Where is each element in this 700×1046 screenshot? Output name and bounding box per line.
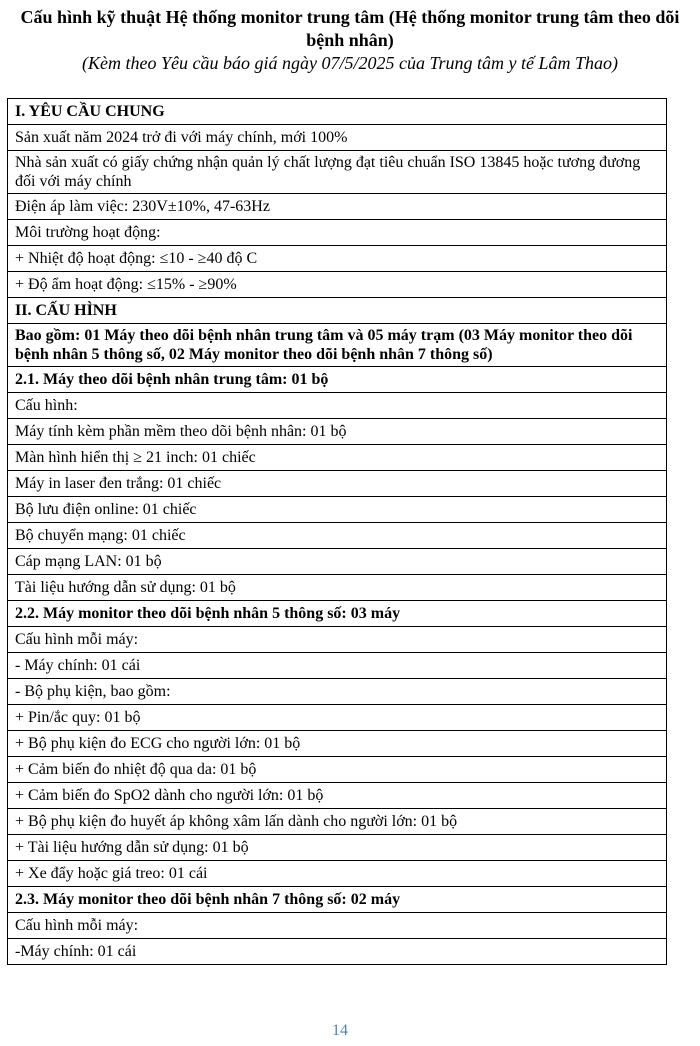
- table-cell: + Cảm biến đo SpO2 dành cho người lớn: 01 bộ: [8, 783, 667, 809]
- table-cell: Điện áp làm việc: 230V±10%, 47-63Hz: [8, 194, 667, 220]
- table-row: [8, 220, 667, 246]
- table-cell: + Nhiệt độ hoạt động: ≤10 - ≥40 độ C: [8, 246, 667, 272]
- table-cell: II. CẤU HÌNH: [8, 298, 667, 324]
- section-header-row: [8, 298, 667, 324]
- table-cell: Cáp mạng LAN: 01 bộ: [8, 549, 667, 575]
- table-cell: + Tài liệu hướng dẫn sử dụng: 01 bộ: [8, 835, 667, 861]
- table-row: [8, 809, 667, 835]
- table-row: [8, 125, 667, 151]
- section-header-row: [8, 324, 667, 367]
- table-row: [8, 575, 667, 601]
- table-row: [8, 272, 667, 298]
- table-cell: Cấu hình mỗi máy:: [8, 627, 667, 653]
- table-cell: + Cảm biến đo nhiệt độ qua da: 01 bộ: [8, 757, 667, 783]
- table-row: [8, 246, 667, 272]
- spec-table-body: [8, 99, 667, 965]
- table-cell: Cấu hình mỗi máy:: [8, 913, 667, 939]
- table-row: [8, 939, 667, 965]
- page-number: 14: [332, 1022, 348, 1039]
- spec-table: [7, 98, 667, 965]
- section-header-row: [8, 601, 667, 627]
- document-header: [0, 6, 700, 75]
- table-row: [8, 523, 667, 549]
- table-cell: Môi trường hoạt động:: [8, 220, 667, 246]
- table-row: [8, 757, 667, 783]
- table-cell: + Pin/ắc quy: 01 bộ: [8, 705, 667, 731]
- table-cell: Cấu hình:: [8, 393, 667, 419]
- table-cell: Tài liệu hướng dẫn sử dụng: 01 bộ: [8, 575, 667, 601]
- table-row: [8, 194, 667, 220]
- table-row: [8, 549, 667, 575]
- table-cell: + Xe đẩy hoặc giá treo: 01 cái: [8, 861, 667, 887]
- table-row: [8, 731, 667, 757]
- table-cell: + Bộ phụ kiện đo huyết áp không xâm lấn dành cho người lớn: 01 bộ: [8, 809, 667, 835]
- table-cell: Bộ chuyển mạng: 01 chiếc: [8, 523, 667, 549]
- table-cell: Bộ lưu điện online: 01 chiếc: [8, 497, 667, 523]
- table-row: [8, 445, 667, 471]
- table-cell: 2.2. Máy monitor theo dõi bệnh nhân 5 thông số: 03 máy: [8, 601, 667, 627]
- table-cell: Máy in laser đen trắng: 01 chiếc: [8, 471, 667, 497]
- table-row: [8, 393, 667, 419]
- table-cell: Màn hình hiển thị ≥ 21 inch: 01 chiếc: [8, 445, 667, 471]
- table-cell: + Bộ phụ kiện đo ECG cho người lớn: 01 bộ: [8, 731, 667, 757]
- table-cell: I. YÊU CẦU CHUNG: [8, 99, 667, 125]
- section-header-row: [8, 99, 667, 125]
- table-row: [8, 419, 667, 445]
- table-cell: Nhà sản xuất có giấy chứng nhận quản lý chất lượng đạt tiêu chuẩn ISO 13845 hoặc tương đương đối với máy chính: [8, 151, 667, 194]
- table-row: [8, 627, 667, 653]
- section-header-row: [8, 367, 667, 393]
- table-row: [8, 913, 667, 939]
- table-cell: 2.3. Máy monitor theo dõi bệnh nhân 7 thông số: 02 máy: [8, 887, 667, 913]
- table-row: [8, 861, 667, 887]
- table-cell: - Máy chính: 01 cái: [8, 653, 667, 679]
- table-row: [8, 497, 667, 523]
- table-cell: Sản xuất năm 2024 trở đi với máy chính, mới 100%: [8, 125, 667, 151]
- document-title: Cấu hình kỹ thuật Hệ thống monitor trung tâm (Hệ thống monitor trung tâm theo dõi bệnh nhân): [20, 7, 680, 50]
- table-row: [8, 471, 667, 497]
- document-subtitle: (Kèm theo Yêu cầu báo giá ngày 07/5/2025 của Trung tâm y tế Lâm Thao): [82, 53, 618, 73]
- table-row: [8, 679, 667, 705]
- table-cell: Máy tính kèm phần mềm theo dõi bệnh nhân: 01 bộ: [8, 419, 667, 445]
- table-cell: -Máy chính: 01 cái: [8, 939, 667, 965]
- table-cell: 2.1. Máy theo dõi bệnh nhân trung tâm: 01 bộ: [8, 367, 667, 393]
- table-row: [8, 705, 667, 731]
- table-row: [8, 653, 667, 679]
- table-cell: + Độ ẩm hoạt động: ≤15% - ≥90%: [8, 272, 667, 298]
- table-row: [8, 151, 667, 194]
- table-cell: Bao gồm: 01 Máy theo dõi bệnh nhân trung tâm và 05 máy trạm (03 Máy monitor theo dõi bệnh nhân 5 thông số, 02 Máy monitor theo dõi bệnh nhân 7 thông số): [8, 324, 667, 367]
- table-row: [8, 783, 667, 809]
- section-header-row: [8, 887, 667, 913]
- table-cell: - Bộ phụ kiện, bao gồm:: [8, 679, 667, 705]
- table-row: [8, 835, 667, 861]
